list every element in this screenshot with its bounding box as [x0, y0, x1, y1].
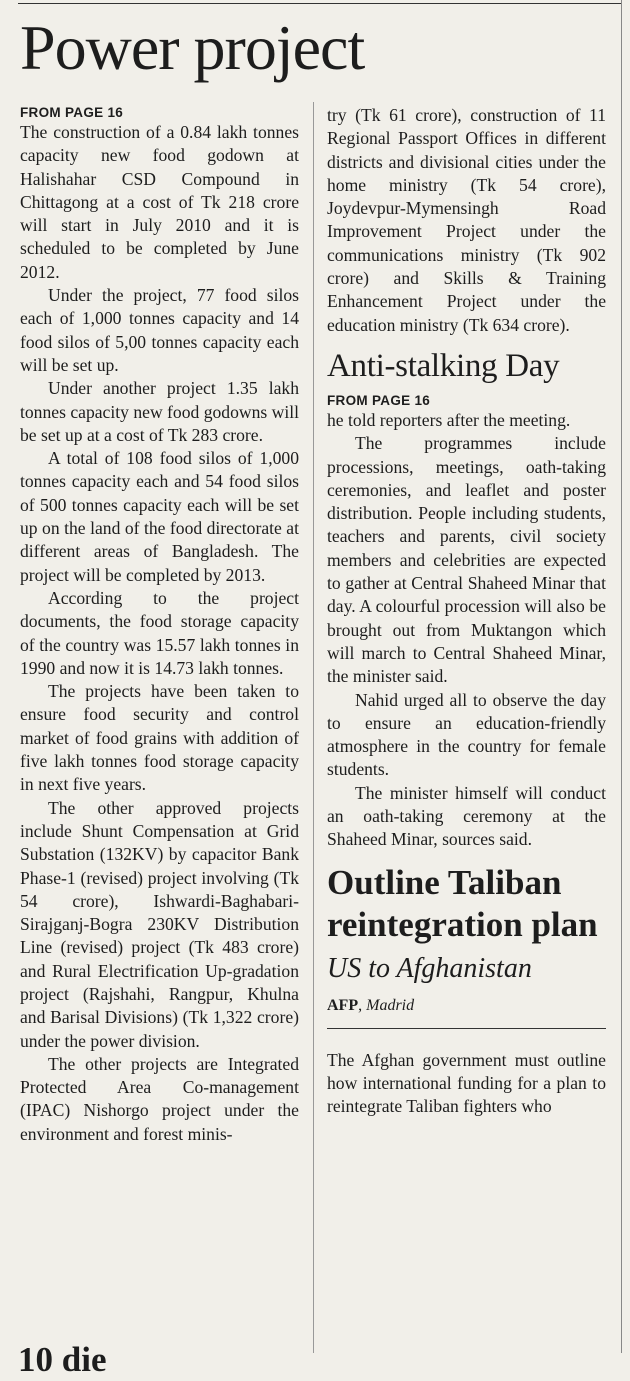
left-column [20, 104, 299, 1146]
headline-power-project: Power project [20, 12, 365, 83]
article-paragraph: Under the project, 77 food silos each of 1,000 tonnes capacity and 14 food silos of 5,00 tonnes capacity each will be set up. [20, 285, 299, 375]
byline-rule [327, 1028, 606, 1029]
dateline: FROM PAGE 16 [327, 392, 431, 408]
kicker: US to Afghanistan [327, 952, 532, 984]
headline-outline-taliban: Outline Taliban reintegration plan [327, 862, 598, 944]
byline: AFP, Madrid [327, 996, 415, 1014]
headline-anti-stalking-day: Anti-stalking Day [327, 347, 560, 384]
article-paragraph: The other projects are Integrated Protected Area Co-management (IPAC) Nishorgo project under the environment and forest minis- [20, 1053, 299, 1144]
article-continuation: try (Tk 61 crore), construction of 11 Regional Passport Offices in different districts and divisional cities under the home ministry (Tk 54 crore), Joydevpur-Mymensingh Road Improvement Project under the communications ministry (Tk 902 crore) and Skills & Training Enhancement Project under the education ministry (Tk 634 crore). [327, 105, 606, 335]
article-paragraph: The Afghan government must outline how international funding for a plan to reintegrate Taliban fighters who [327, 1049, 606, 1117]
article-paragraph: The programmes include processions, meetings, oath-taking ceremonies, and leaflet and poster distribution. People including students, teachers and parents, civil society members and celebrities are expected to gather at Central Shaheed Minar that day. A colourful procession will also be brought out from Muktangon which will march to Central Shaheed Minar, the minister said. [327, 433, 606, 687]
dateline: FROM PAGE 16 [20, 105, 124, 120]
article-paragraph: Under another project 1.35 lakh tonnes capacity new food godowns will be set up at a cost of Tk 283 crore. [20, 378, 300, 445]
clipped-headline [18, 1340, 218, 1379]
column-divider [313, 102, 314, 1353]
byline-place: Madrid [366, 996, 415, 1014]
article-paragraph: The projects have been taken to ensure food security and control market of food grains with addition of five lakh tonnes food storage capacity in next five years. [20, 681, 299, 795]
article-paragraph: he told reporters after the meeting. [327, 409, 571, 430]
right-column [327, 104, 606, 1119]
article-paragraph: The other approved projects include Shunt Compensation at Grid Substation (132KV) by capacitor Bank Phase-1 (revised) project involving (Tk 54 crore), Ishwardi-Baghabari-Sirajganj-Bogra 230KV Distribution Line (revised) project (Tk 483 crore) and Rural Electrification Up-gradation project (Rajshahi, Rangpur, Khulna and Barisal Divisions) (Tk 1,322 crore) under the power division. [20, 797, 299, 1051]
page-edge-rule [621, 0, 622, 1353]
article-paragraph: The minister himself will conduct an oath-taking ceremony at the Shaheed Minar, sources said. [327, 782, 606, 850]
article-paragraph: According to the project documents, the food storage capacity of the country was 15.57 lakh tonnes in 1990 and now it is 14.73 lakh tonnes. [20, 587, 299, 678]
clipped-headline-text: 10 die [18, 1340, 107, 1379]
article-paragraph: The construction of a 0.84 lakh tonnes capacity new food godown at Halishahar CSD Compound in Chittagong at a cost of Tk 218 crore will start in July 2010 and it is scheduled to be completed by June 2012. [20, 122, 299, 282]
article-paragraph: A total of 108 food silos of 1,000 tonnes capacity each and 54 food silos of 500 tonnes capacity each will be set up on the land of the food directorate at different areas of Bangladesh. The project will be completed by 2013. [20, 448, 299, 585]
byline-agency: AFP [327, 996, 359, 1014]
article-paragraph: Nahid urged all to observe the day to ensure an education-friendly atmosphere in the country for female students. [327, 689, 606, 780]
